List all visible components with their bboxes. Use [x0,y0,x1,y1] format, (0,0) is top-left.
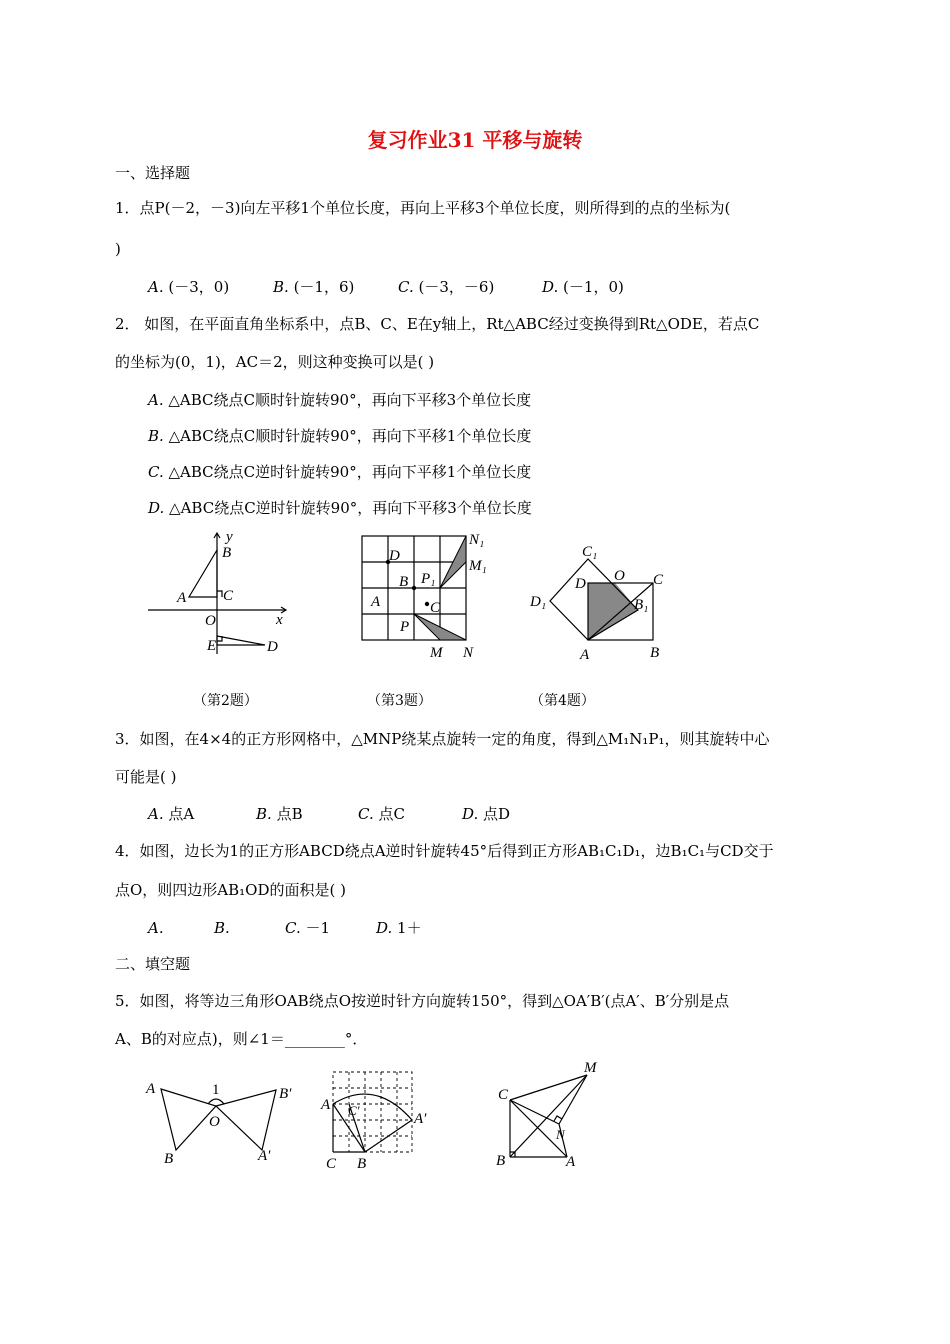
fig5-label-1: 1 [212,1082,220,1098]
q2-option-a: A. △ABC绕点C顺时针旋转90°，再向下平移3个单位长度 [148,391,532,409]
q2-stem-line1: 2． 如图，在平面直角坐标系中，点B、C、E在y轴上，Rt△ABC经过变换得到Rt△ODE，若点C [115,315,760,333]
fig7-label-b: B [496,1153,506,1169]
fig5-label-b: B [164,1151,174,1167]
q5-stem-line2: A、B的对应点)，则∠1＝________°． [115,1030,368,1048]
q4-stem-line1: 4．如图，边长为1的正方形ABCD绕点A逆时针旋转45°后得到正方形AB₁C₁D₁，边B₁C₁与CD交于 [115,842,774,860]
q3-option-a: A. 点A [148,805,195,823]
fig6-label-cp: C′ [348,1103,360,1118]
fig4-label-a: A [580,647,590,663]
q3-option-c: C. 点C [358,805,405,823]
q4-option-c: C. －1 [285,919,331,937]
fig6-label-c: C [326,1156,337,1172]
fig3-label-m: M [430,645,443,661]
fig7-label-m: M [584,1060,597,1076]
fig3-label-n: N [463,645,474,661]
fig3-label-d: D [389,548,400,564]
caption-q4: （第4题） [530,693,595,709]
fig3-label-m1: M₁ [469,558,487,574]
caption-q3: （第3题） [367,693,432,709]
fig3-label-a: A [371,594,381,610]
fig5-label-ap: A′ [258,1148,271,1164]
fig2-label-y: y [226,529,233,545]
fig3-label-n1: N₁ [469,532,485,548]
q4-option-a: A. [148,919,164,937]
fig4-label-b1: B₁ [634,597,649,613]
fig6-label-a: A [321,1097,331,1113]
fig5-label-bp: B′ [279,1086,292,1102]
q2-option-b: B. △ABC绕点C顺时针旋转90°，再向下平移1个单位长度 [148,427,532,445]
fig2-label-x: x [276,612,283,628]
fig3-label-p1: P₁ [421,571,436,587]
q1-option-b: B. (－1，6) [273,278,355,296]
fig2-label-a: A [177,590,187,606]
fig4-label-o: O [614,568,625,584]
fig3-label-p: P [400,619,410,635]
figure-q4-rotated-squares [525,538,675,663]
figure-q5-bowtie [140,1072,300,1172]
figure-q7-triangles [490,1058,610,1170]
q3-stem-line2: 可能是( ) [115,768,177,786]
fig2-label-c: C [223,588,234,604]
q4-stem-line2: 点O，则四边形AB₁OD的面积是( ) [115,881,346,899]
q1-option-a: A. (－3，0) [148,278,230,296]
q5-stem-line1: 5．如图，将等边三角形OAB绕点O按逆时针方向旋转150°，得到△OA′B′(点A′、B′分别是点 [115,992,730,1010]
q1-stem-line2: ) [115,240,121,258]
q2-option-c: C. △ABC绕点C逆时针旋转90°，再向下平移1个单位长度 [148,463,532,481]
figure-q6-dashed-grid [318,1065,443,1175]
q1-stem-line1: 1．点P(－2，－3)向左平移1个单位长度，再向上平移3个单位长度，则所得到的点的坐标为( [115,199,731,217]
fig2-label-o: O [205,613,216,629]
q1-option-d: D. (－1，0) [542,278,624,296]
fig6-label-b: B [357,1156,367,1172]
section-choice-heading: 一、选择题 [115,164,191,182]
fig7-label-n: N [556,1127,565,1142]
q2-option-d: D. △ABC绕点C逆时针旋转90°，再向下平移3个单位长度 [148,499,532,517]
fig7-label-a: A [566,1154,576,1170]
fig4-label-d1: D₁ [530,594,547,610]
figure-q3-grid [355,528,490,663]
fig6-label-ap: A′ [414,1111,427,1127]
q3-stem-line1: 3．如图，在4×4的正方形网格中，△MNP绕某点旋转一定的角度，得到△M₁N₁P₁，则其旋转中心 [115,730,770,748]
fig3-label-b: B [399,574,409,590]
fig5-label-a: A [146,1081,156,1097]
q3-option-b: B. 点B [256,805,303,823]
section-fill-heading: 二、填空题 [115,955,191,973]
fig5-label-o: O [209,1114,220,1130]
fig2-label-e: E [207,638,217,654]
q2-stem-line2: 的坐标为(0，1)，AC＝2，则这种变换可以是( ) [115,353,435,371]
fig4-label-c: C [653,572,664,588]
caption-q2: （第2题） [193,693,258,709]
page-title: 复习作业31 平移与旋转 [367,128,583,152]
fig4-label-c1: C₁ [582,544,598,560]
q3-option-d: D. 点D [462,805,511,823]
fig4-label-b: B [650,645,660,661]
figure-q2-coordinate-plane [140,528,300,658]
q4-option-d: D. 1＋ [376,919,422,937]
fig4-label-d: D [575,576,586,592]
q1-option-c: C. (－3，－6) [398,278,495,296]
fig2-label-d: D [267,639,278,655]
q4-option-b: B. [214,919,230,937]
fig2-label-b: B [222,545,232,561]
fig7-label-c: C [498,1087,509,1103]
fig3-label-c: C [430,600,441,616]
